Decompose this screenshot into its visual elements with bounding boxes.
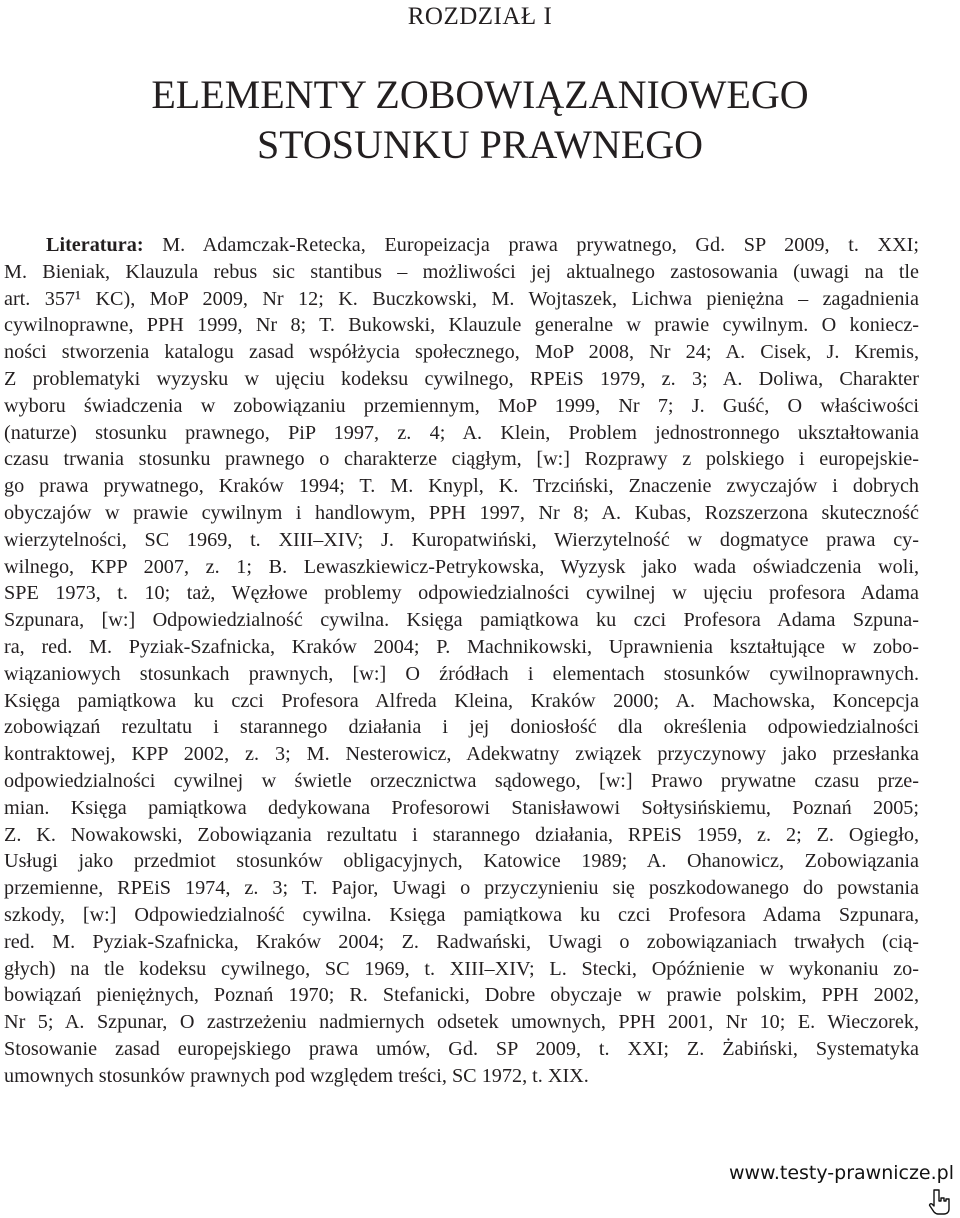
chapter-title-line-2: STOSUNKU PRAWNEGO (256, 122, 704, 167)
chapter-title (0, 70, 960, 170)
literature-line: (naturze) stosunku prawnego, PiP 1997, z. 4; A. Klein, Problem jednostronnego ukształtowania (4, 421, 919, 444)
literature-line: go prawa prywatnego, Kraków 1994; T. M. Knypl, K. Trzciński, Znaczenie zwyczajów i dobrych (4, 475, 919, 498)
literature-line-0 (4, 232, 919, 259)
literature-line: mian. Księga pamiątkowa dedykowana Profesorowi Stanisławowi Sołtysińskiemu, Poznań 2005; (4, 796, 919, 819)
literature-line: umownych stosunków prawnych pod względem treści, SC 1972, t. XIX. (4, 1064, 589, 1087)
literature-line: kontraktowej, KPP 2002, z. 3; M. Nesterowicz, Adekwatny związek przyczynowy jako przesłanka (4, 743, 919, 766)
literature-line: Stosowanie zasad europejskiego prawa umów, Gd. SP 2009, t. XXI; Z. Żabiński, Systematyka (4, 1037, 919, 1060)
literature-line: bowiązań pieniężnych, Poznań 1970; R. Stefanicki, Dobre obyczaje w prawie polskim, PPH 2002, (4, 984, 919, 1007)
literature-line: Usługi jako przedmiot stosunków obligacyjnych, Katowice 1989; A. Ohanowicz, Zobowiązania (4, 850, 919, 873)
literature-line: wierzytelności, SC 1969, t. XIII–XIV; J. Kuropatwiński, Wierzytelność w dogmatyce prawa cy- (4, 528, 919, 551)
footer-website-link[interactable]: www.testy-prawnicze.pl (728, 1162, 954, 1184)
literature-line: głych) na tle kodeksu cywilnego, SC 1969, t. XIII–XIV; L. Stecki, Opóźnienie w wykonaniu zo- (4, 957, 919, 980)
literature-line: Szpunara, [w:] Odpowiedzialność cywilna. Księga pamiątkowa ku czci Profesora Adama Szpuna- (4, 609, 919, 632)
literature-line: red. M. Pyziak-Szafnicka, Kraków 2004; Z. Radwański, Uwagi o zobowiązaniach trwałych (cią- (4, 930, 919, 953)
literature-paragraph (4, 232, 919, 1090)
literature-line: Nr 5; A. Szpunar, O zastrzeżeniu nadmiernych odsetek umownych, PPH 2001, Nr 10; E. Wieczorek, (4, 1011, 919, 1034)
literature-line: SPE 1973, t. 10; taż, Węzłowe problemy odpowiedzialności cywilnej w ujęciu profesora Adama (4, 582, 919, 605)
literature-line-text: M. Adamczak-Retecka, Europeizacja prawa prywatnego, Gd. SP 2009, t. XXI; (162, 234, 920, 256)
literature-line: obyczajów w prawie cywilnym i handlowym, PPH 1997, Nr 8; A. Kubas, Rozszerzona skuteczność (4, 501, 919, 524)
literature-line: czasu trwania stosunku prawnego o charakterze ciągłym, [w:] Rozprawy z polskiego i europejskie- (4, 448, 919, 471)
literature-line: odpowiedzialności cywilnej w świetle orzecznictwa sądowego, [w:] Prawo prywatne czasu prze- (4, 769, 919, 792)
literature-line: M. Bieniak, Klauzula rebus sic stantibus – możliwości jej aktualnego zastosowania (uwagi na tle (4, 260, 919, 283)
literature-line: Z. K. Nowakowski, Zobowiązania rezultatu i starannego działania, RPEiS 1959, z. 2; Z. Ogiegło, (4, 823, 919, 846)
literature-heading: Literatura: (46, 234, 144, 256)
literature-line: szkody, [w:] Odpowiedzialność cywilna. Księga pamiątkowa ku czci Profesora Adama Szpunara, (4, 903, 919, 926)
chapter-label: ROZDZIAŁ I (407, 3, 553, 30)
literature-line: przemienne, RPEiS 1974, z. 3; T. Pajor, Uwagi o przyczynieniu się poszkodowanego do powstania (4, 877, 919, 900)
literature-line: ności stworzenia katalogu zasad współżycia społecznego, MoP 2008, Nr 24; A. Cisek, J. Kremis, (4, 341, 919, 364)
literature-line: wilnego, KPP 2007, z. 1; B. Lewaszkiewicz-Petrykowska, Wyzysk jako wada oświadczenia woli, (4, 555, 919, 578)
literature-line: wyboru świadczenia w zobowiązaniu przemiennym, MoP 1999, Nr 7; J. Guść, O właściwości (4, 394, 919, 417)
literature-line: wiązaniowych stosunkach prawnych, [w:] O źródłach i elementach stosunków cywilnoprawnych. (4, 662, 919, 685)
literature-line: Z problematyki wyzysku w ujęciu kodeksu cywilnego, RPEiS 1979, z. 3; A. Doliwa, Charakter (4, 367, 919, 390)
literature-line: art. 357¹ KC), MoP 2009, Nr 12; K. Buczkowski, M. Wojtaszek, Lichwa pieniężna – zagadnienia (4, 287, 919, 310)
literature-line: Księga pamiątkowa ku czci Profesora Alfreda Kleina, Kraków 2000; A. Machowska, Koncepcja (4, 689, 919, 712)
pointing-hand-icon (928, 1188, 952, 1216)
literature-line: cywilnoprawne, PPH 1999, Nr 8; T. Bukowski, Klauzule generalne w prawie cywilnym. O koniecz- (4, 314, 919, 337)
literature-line: ra, red. M. Pyziak-Szafnicka, Kraków 2004; P. Machnikowski, Uprawnienia kształtujące w zobo- (4, 635, 919, 658)
chapter-title-line-1: ELEMENTY ZOBOWIĄZANIOWEGO (151, 72, 809, 117)
literature-line: zobowiązań rezultatu i starannego działania i jej doniosłość dla określenia odpowiedzialności (4, 716, 919, 739)
